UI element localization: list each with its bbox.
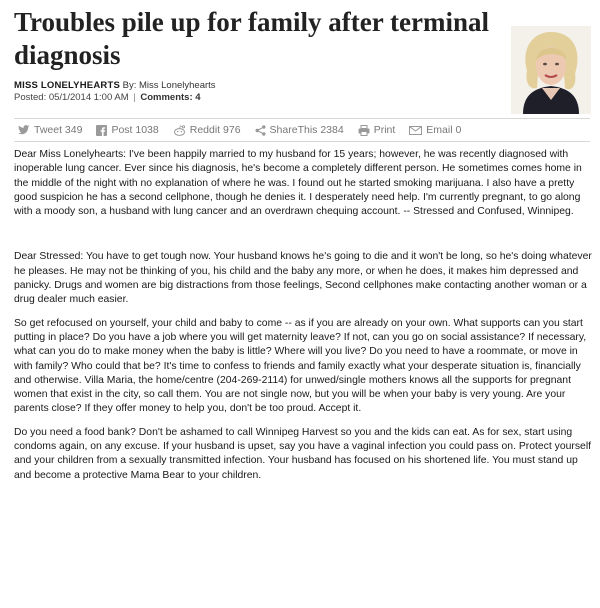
byline-text: By: Miss Lonelyhearts — [122, 80, 216, 91]
tweet-button[interactable] — [18, 124, 82, 136]
reply-paragraph-2: So get refocused on yourself, your child and baby to come -- as if you are already on your own. What supports can you start putting in place? Do you have a job where you will get maternity leave? If not, can you go on social assistance? If necessary, what can you do to make money when the baby is little? Where will you live? Do you need to have a roommate, or move in with family? Who could that be? It's time to confess to friends and family exactly what your desperate situation is, financially and otherwise. Villa Maria, the home/centre (204-269-2114) for unwed/single mothers knows all the supports for pregnant women that exist in the city, so call them. You are not single now, but you will be when your baby is very young. Are your parents close? If they offer money to help you, don't be too proud. Accept it. — [14, 317, 587, 415]
reply-paragraph-1: Dear Stressed: You have to get tough now. Your husband knows he's going to die and it won't be long, so he's doing whatever he pleases. He may not be thinking of you, his child and the baby any more, or when he does, it makes him depressed and panicky. Drugs and women are big distractions from those feelings, Second cellphones make contacting another woman or a drug dealer much easier. — [14, 251, 592, 306]
article-body — [14, 148, 592, 483]
reply-paragraph-3: Do you need a food bank? Don't be ashamed to call Winnipeg Harvest so you and the kids can eat. As for sex, start using condoms again, on any excuse. If your husband is upset, say you have a vaginal infection you could pass on. Protect yourself and your children from a sexually transmitted infection. Your husband has focused on his shortened life. You must stand up and become a protective Mama Bear to your children. — [14, 426, 592, 481]
reddit-icon — [173, 125, 186, 136]
print-button[interactable] — [358, 124, 396, 136]
meta-separator: | — [133, 92, 136, 103]
print-icon — [358, 125, 370, 136]
email-button[interactable] — [409, 124, 461, 136]
author-photo — [511, 26, 591, 114]
sharethis-icon — [255, 125, 266, 136]
sharethis-count: ShareThis 2384 — [269, 124, 344, 136]
email-icon — [409, 126, 422, 135]
twitter-icon — [18, 125, 30, 135]
letter-paragraph: Dear Miss Lonelyhearts: I've been happily married to my husband for 15 years; however, he was recently diagnosed with inoperable lung cancer. Ever since his diagnosis, he's become a completely different person. He sometimes comes home in the middle of the night with no explanation of where he was. I found out he started smoking marijuana. I also have a pretty good suspicion he has a second cellphone, though he denies it. I desperately need help. I'm currently pregnant, to go along with a moody son, a husband with lung cancer and an overdrawn chequing account. -- Stressed and Confused, Winnipeg. — [14, 149, 582, 218]
posted-date: Posted: 05/1/2014 1:00 AM — [14, 92, 129, 103]
reddit-count: Reddit 976 — [189, 124, 241, 136]
email-count: Email 0 — [426, 124, 462, 136]
article-header — [14, 6, 504, 104]
facebook-icon — [96, 125, 107, 136]
facebook-post-button[interactable] — [96, 124, 158, 136]
print-label: Print — [373, 124, 396, 136]
byline — [14, 80, 504, 104]
author-portrait-image — [511, 26, 591, 114]
article-title: Troubles pile up for family after terminal diagnosis — [14, 7, 489, 70]
tweet-count: Tweet 349 — [34, 124, 83, 136]
comments-link[interactable]: Comments: 4 — [140, 92, 201, 103]
share-bar — [14, 118, 590, 142]
author-name[interactable]: MISS LONELYHEARTS — [14, 80, 120, 91]
sharethis-button[interactable] — [255, 124, 344, 136]
reddit-button[interactable] — [173, 124, 241, 136]
post-count: Post 1038 — [111, 124, 159, 136]
